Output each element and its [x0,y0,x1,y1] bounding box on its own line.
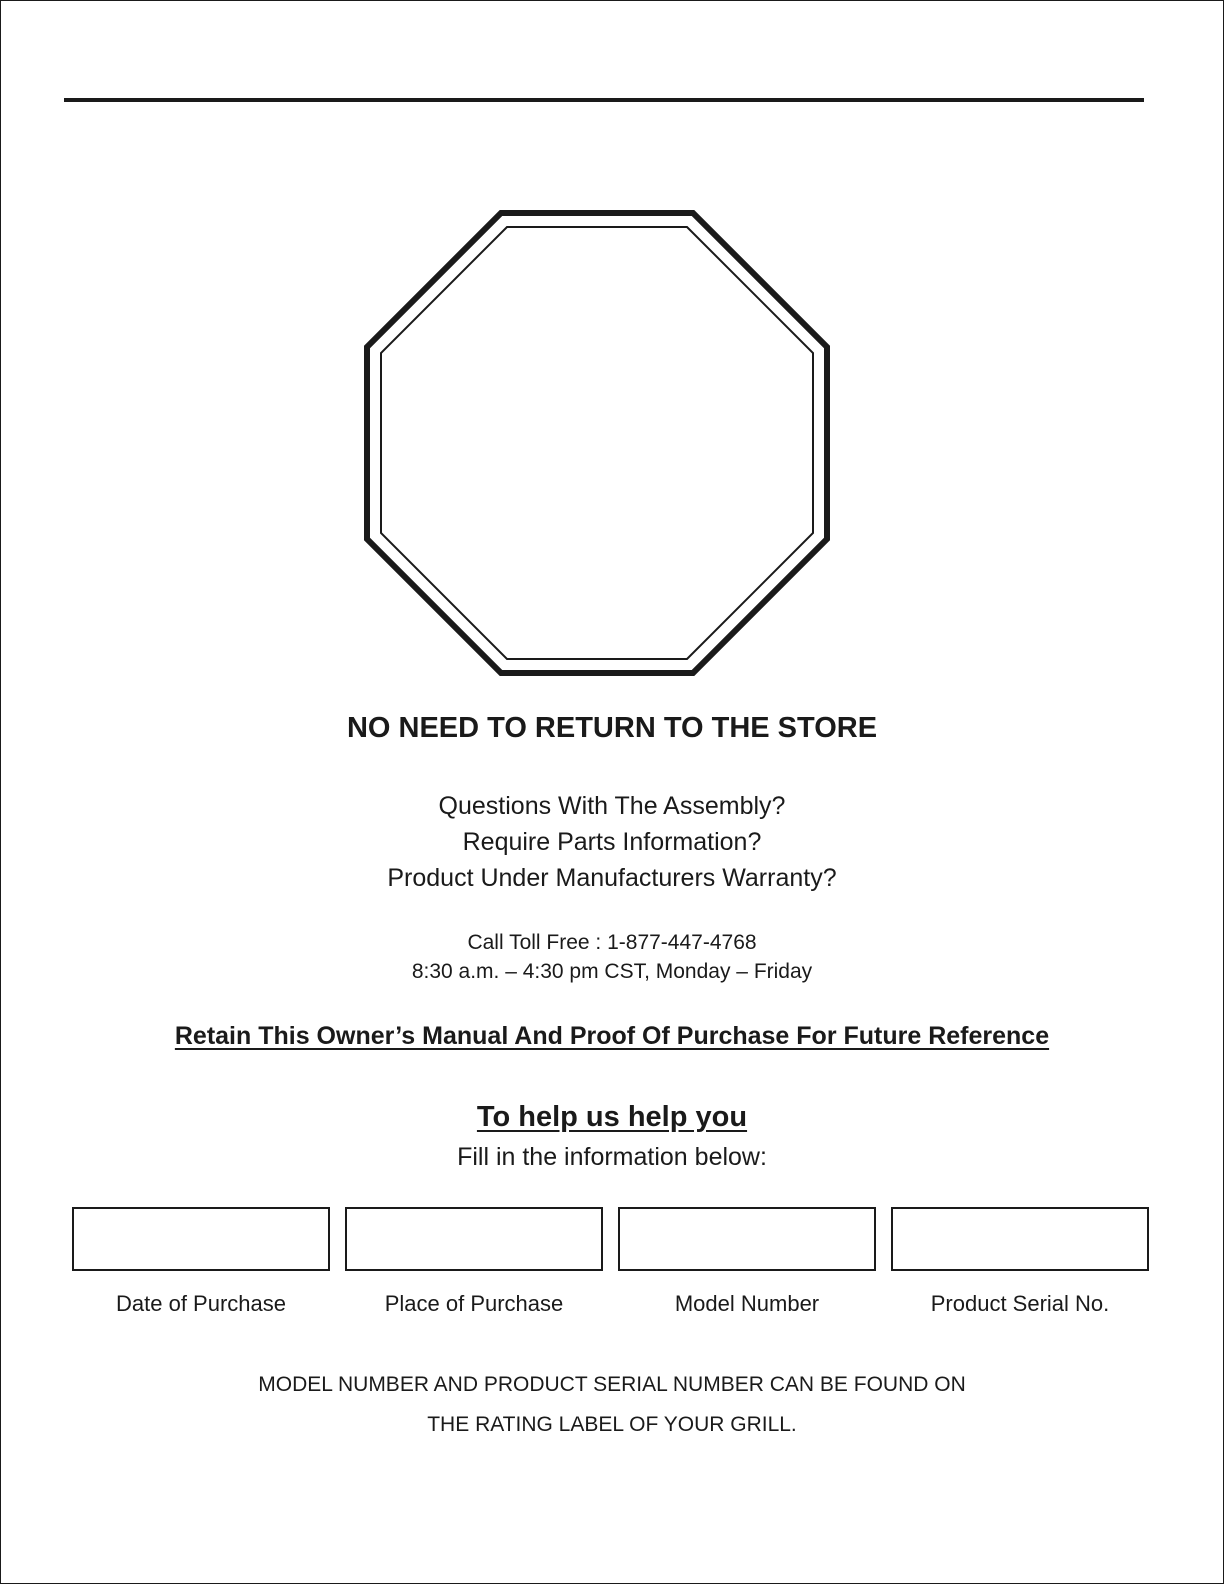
question-warranty: Product Under Manufacturers Warranty? [387,864,837,892]
help-subtitle: Fill in the information below: [457,1143,767,1171]
retain-notice: Retain This Owner’s Manual And Proof Of Purchase For Future Reference [174,1022,1050,1050]
stop-sign-icon [364,210,840,686]
top-divider [64,98,1144,102]
date-of-purchase-field [72,1207,330,1317]
date-of-purchase-box[interactable] [72,1207,330,1271]
question-list [0,788,1224,896]
place-of-purchase-box[interactable] [345,1207,603,1271]
place-of-purchase-label: Place of Purchase [384,1291,564,1316]
rating-label-note [0,1365,1224,1445]
rating-label-note-line-2: THE RATING LABEL OF YOUR GRILL. [427,1413,797,1436]
purchase-info-fields [72,1207,1152,1337]
help-title: To help us help you [476,1101,748,1133]
phone-info [0,928,1224,986]
place-of-purchase-field [345,1207,603,1317]
model-number-box[interactable] [618,1207,876,1271]
model-number-label: Model Number [674,1291,820,1316]
model-number-field [618,1207,876,1317]
serial-number-label: Product Serial No. [930,1291,1110,1316]
rating-label-note-line-1: MODEL NUMBER AND PRODUCT SERIAL NUMBER CAN BE FOUND ON [258,1373,966,1396]
toll-free-number: Call Toll Free : 1-877-447-4768 [467,931,757,954]
date-of-purchase-label: Date of Purchase [116,1291,286,1316]
question-assembly: Questions With The Assembly? [438,792,786,820]
serial-number-box[interactable] [891,1207,1149,1271]
support-hours: 8:30 a.m. – 4:30 pm CST, Monday – Friday [411,960,813,983]
question-parts: Require Parts Information? [462,828,762,856]
headline: NO NEED TO RETURN TO THE STORE [346,712,878,744]
serial-number-field [891,1207,1149,1317]
